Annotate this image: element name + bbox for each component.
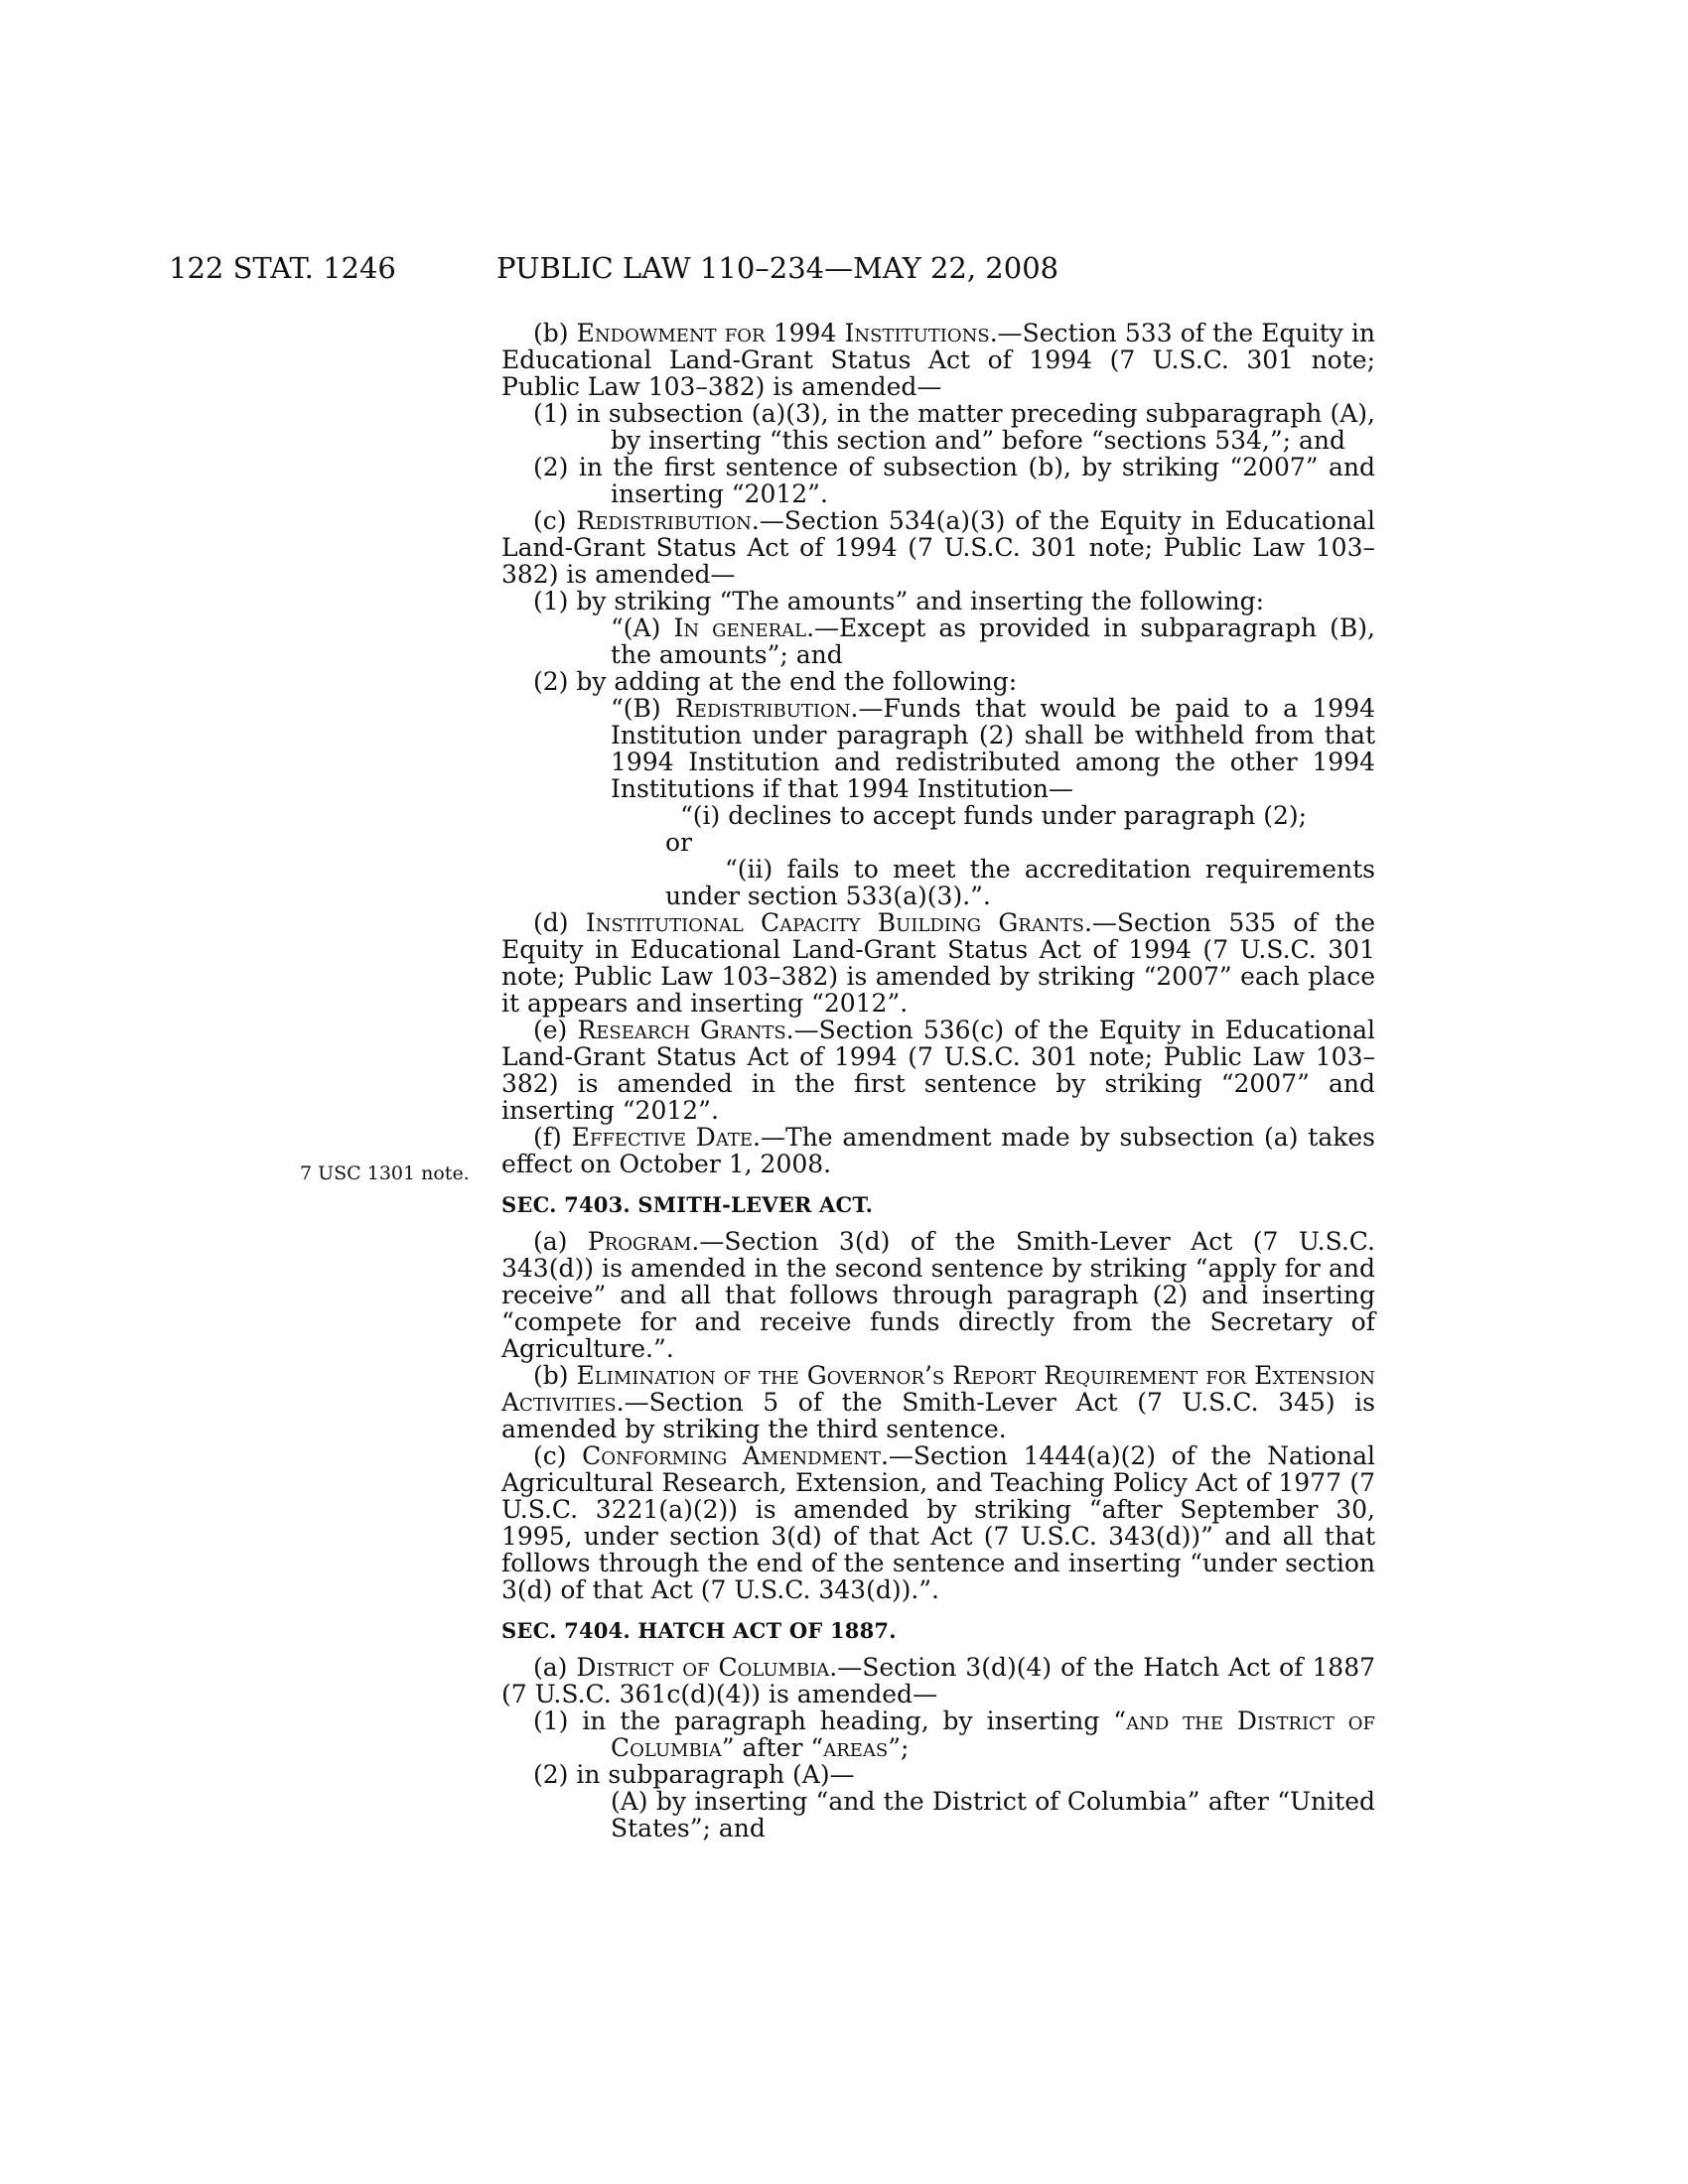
subparagraph-a-in-general: “(A) In general.—Except as provided in subparagraph (B), the amounts”; and — [611, 614, 1375, 669]
paragraph-2: (2) in subparagraph (A)— — [533, 1760, 855, 1789]
subsection-heading: Endowment for 1994 Institutions. — [576, 319, 998, 347]
clause-ii: “(ii) fails to meet the accreditation requirements under section 533(a)(3).”. — [665, 855, 1375, 910]
subsection-d-capacity-building: (d) Institutional Capacity Building Grants.—Section 535 of the Equity in Educational Land-Grant Status Act of 1994 (7 U.S.C. 301 note; Public Law 103–382) is amended by striking “2007” each place it appears and inserting “2012”. — [501, 908, 1376, 1018]
law-text-column — [501, 320, 1375, 1842]
margin-citation: 7 USC 1301 note. — [300, 1162, 470, 1184]
subsection-heading: Program. — [587, 1227, 700, 1256]
subsection-heading: Redistribution. — [576, 506, 760, 535]
subsection-c-conforming-amendment: (c) Conforming Amendment.—Section 1444(a)(2) of the National Agricultural Research, Extension, and Teaching Policy Act of 1977 (7 U.S.C. 3221(a)(2)) is amended by striking “after September 30, 1995, under section 3(d) of that Act (7 U.S.C. 343(d))” and all that follows through the end of the sentence and inserting “under section 3(d) of that Act (7 U.S.C. 343(d)).”. — [501, 1441, 1375, 1604]
subparagraph-b-redistribution: “(B) Redistribution.—Funds that would be paid to a 1994 Institution under paragraph (2) shall be withheld from that 1994 Institution and redistributed among the other 1994 Institutions if that 1994 Institution— — [611, 694, 1376, 803]
paragraph-2: (2) in the first sentence of subsection (b), by striking “2007” and inserting “2012”. — [533, 453, 1375, 508]
subsection-a-program: (a) Program.—Section 3(d) of the Smith-Lever Act (7 U.S.C. 343(d)) is amended in the second sentence by striking “apply for and receive” and all that follows through paragraph (2) and inserting “compete for and receive funds directly from the Secretary of Agriculture.”. — [501, 1227, 1375, 1363]
subsection-heading: Conforming Amendment. — [582, 1441, 889, 1470]
paragraph-1: (1) in the paragraph heading, by inserting “and the District of Columbia” after “areas”; — [533, 1706, 1375, 1762]
subsection-c-redistribution: (c) Redistribution.—Section 534(a)(3) of the Equity in Educational Land-Grant Status Act of 1994 (7 U.S.C. 301 note; Public Law 103–382) is amended— — [501, 506, 1375, 589]
subsection-heading: Effective Date. — [571, 1123, 761, 1152]
clause-connector: or — [665, 828, 693, 857]
section-heading-7404: SEC. 7404. HATCH ACT OF 1887. — [501, 1618, 897, 1643]
paragraph-2: (2) by adding at the end the following: — [533, 667, 1018, 696]
subparagraph-a: (A) by inserting “and the District of Columbia” after “United States”; and — [611, 1787, 1375, 1843]
section-heading-7403: SEC. 7403. SMITH-LEVER ACT. — [501, 1192, 874, 1217]
subsection-heading: District of Columbia. — [576, 1653, 838, 1682]
subparagraph-heading: In general. — [673, 614, 815, 642]
subsection-b-endowment: (b) Endowment for 1994 Institutions.—Section 533 of the Equity in Educational Land-Grant Status Act of 1994 (7 U.S.C. 301 note; Public Law 103–382) is amended— — [501, 319, 1375, 401]
clause-i: “(i) declines to accept funds under paragraph (2); — [680, 801, 1308, 830]
page-header — [169, 248, 1360, 288]
paragraph-1: (1) by striking “The amounts” and inserting the following: — [533, 587, 1265, 615]
subsection-e-research-grants: (e) Research Grants.—Section 536(c) of the Equity in Educational Land-Grant Status Act of 1994 (7 U.S.C. 301 note; Public Law 103–382) is amended in the first sentence by striking “2007” and inserting “2012”. — [501, 1016, 1375, 1125]
subparagraph-heading: Redistribution. — [674, 694, 859, 723]
subsection-heading: Research Grants. — [577, 1016, 794, 1044]
public-law-citation: PUBLIC LAW 110–234—MAY 22, 2008 — [496, 251, 1059, 285]
subsection-f-effective-date: (f) Effective Date.—The amendment made by subsection (a) takes effect on October 1, 2008. — [501, 1123, 1375, 1178]
statute-page-number: 122 STAT. 1246 — [169, 251, 396, 285]
subsection-b-governors-report: (b) Elimination of the Governor’s Report Requirement for Extension Activities.—Section 5 of the Smith-Lever Act (7 U.S.C. 345) is amended by striking the third sentence. — [501, 1361, 1375, 1443]
subsection-heading: Elimination of the Governor’s Report Requirement for Extension Activities. — [501, 1361, 1375, 1417]
subsection-heading: Institutional Capacity Building Grants. — [585, 908, 1092, 937]
subsection-a-district-of-columbia: (a) District of Columbia.—Section 3(d)(4) of the Hatch Act of 1887 (7 U.S.C. 361c(d)(4)) is amended— — [501, 1653, 1375, 1708]
paragraph-1: (1) in subsection (a)(3), in the matter preceding subparagraph (A), by inserting “this section and” before “sections 534,”; and — [533, 399, 1375, 455]
